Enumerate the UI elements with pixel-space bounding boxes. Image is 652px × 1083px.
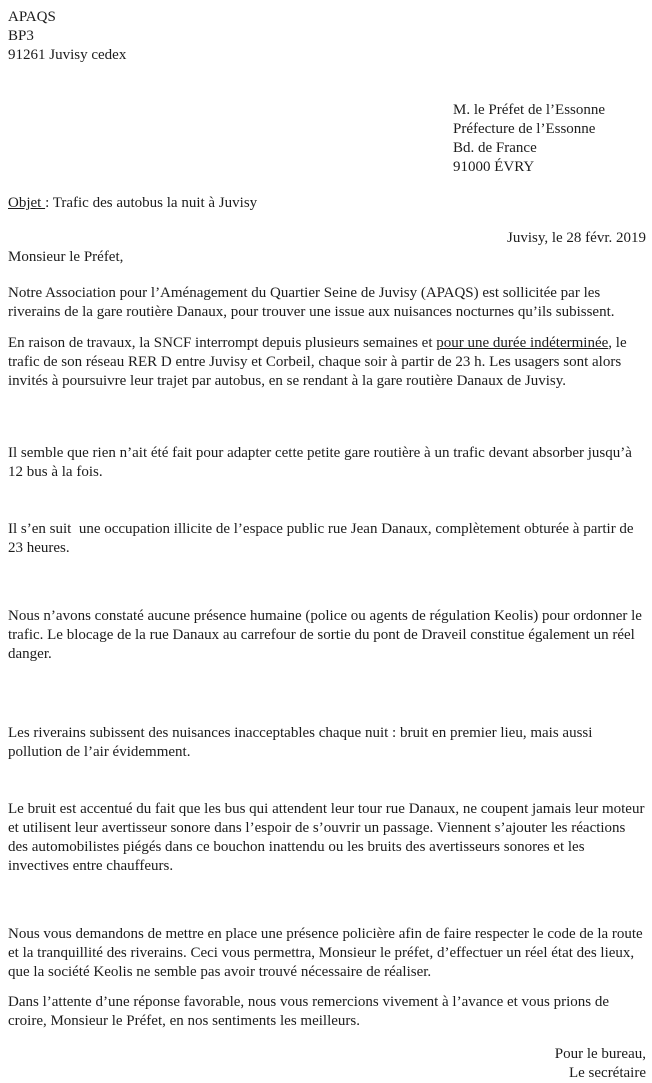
paragraph-gare-line-1: Il semble que rien n’ait été fait pour adapter cette petite gare routière à un trafic devant absorber jusqu’à 12 bus à la fois. [8, 445, 636, 480]
sender-city: 91261 Juvisy cedex [8, 47, 127, 63]
paragraph-absence-police: Nous n’avons constaté aucune présence humaine (police ou agents de régulation Keolis) pour ordonner le trafic. Le blocage de la rue Danaux au carrefour de sortie du pont de Draveil constitue également un réel danger. [8, 608, 646, 662]
paragraph-demande: Nous vous demandons de mettre en place une présence policière afin de faire respecter le code de la route et la tranquillité des riverains. Ceci vous permettra, Monsieur le préfet, d’effectuer un réel état des lieux, que la société Keolis ne semble pas avoir trouvé nécessaire de réaliser. [8, 926, 647, 980]
date-line: Juvisy, le 28 févr. 2019 [506, 230, 646, 246]
paragraph-association-intro: Notre Association pour l’Aménagement du Quartier Seine de Juvisy (APAQS) est sollicitée par les riverains de la gare routière Danaux, pour trouver une issue aux nuisances nocturnes qu’ils subissent. [8, 285, 615, 320]
paragraph-sncf-text-before: En raison de travaux, la SNCF interrompt depuis plusieurs semaines et [8, 335, 437, 351]
subject-line [8, 194, 646, 213]
salutation: Monsieur le Préfet, [8, 249, 124, 265]
subject-label: Objet [8, 195, 46, 211]
paragraph-gare-line-2: Il s’en suit une occupation illicite de l’espace public rue Jean Danaux, complètement obturée à partir de 23 heures. [8, 521, 638, 556]
subject-text: : Trafic des autobus la nuit à Juvisy [45, 195, 258, 211]
recipient-street: Bd. de France [453, 140, 537, 156]
sender-name: APAQS [8, 9, 56, 25]
paragraph-nuisances [8, 686, 649, 914]
sender-address [8, 8, 646, 65]
recipient-address [453, 101, 646, 177]
paragraph-nuisances-line-2: Le bruit est accentué du fait que les bus qui attendent leur tour rue Danaux, ne coupent jamais leur moteur et utilisent leur avertisseur sonore dans l’espoir de s’ouvrir un passage. Viennent s’ajouter les réactions des automobilistes piégés dans ce bouchon inattendu ou les bruits des avertisseurs sonores et les invectives entre chauffeurs. [8, 801, 649, 874]
recipient-name: M. le Préfet de l’Essonne [453, 102, 606, 118]
recipient-org: Préfecture de l’Essonne [453, 121, 596, 137]
recipient-city: 91000 ÉVRY [453, 159, 535, 175]
sender-po-box: BP3 [8, 28, 34, 44]
paragraph-sncf-text-after: , le trafic de son réseau RER D entre Juvisy et Corbeil, chaque soir à partir de 23 h. Les usagers sont alors invités à poursuivre leur trajet par autobus, en se rendant à la gare routière Danaux de Juvisy. [8, 335, 631, 389]
paragraph-formule-politesse: Dans l’attente d’une réponse favorable, nous vous remercions vivement à l’avance et vous prions de croire, Monsieur le Préfet, en nos sentiments les meilleurs. [8, 994, 613, 1029]
paragraph-gare-routiere [8, 406, 646, 596]
signature-for: Pour le bureau, [554, 1046, 646, 1062]
paragraph-nuisances-line-1: Les riverains subissent des nuisances inacceptables chaque nuit : bruit en premier lieu, mais aussi pollution de l’air évidemment. [8, 725, 597, 760]
signature-role: Le secrétaire [568, 1065, 646, 1081]
paragraph-sncf-travaux [8, 334, 646, 391]
paragraph-sncf-underlined-phrase: pour une durée indéterminée [436, 335, 609, 351]
signature-block [8, 1045, 646, 1083]
